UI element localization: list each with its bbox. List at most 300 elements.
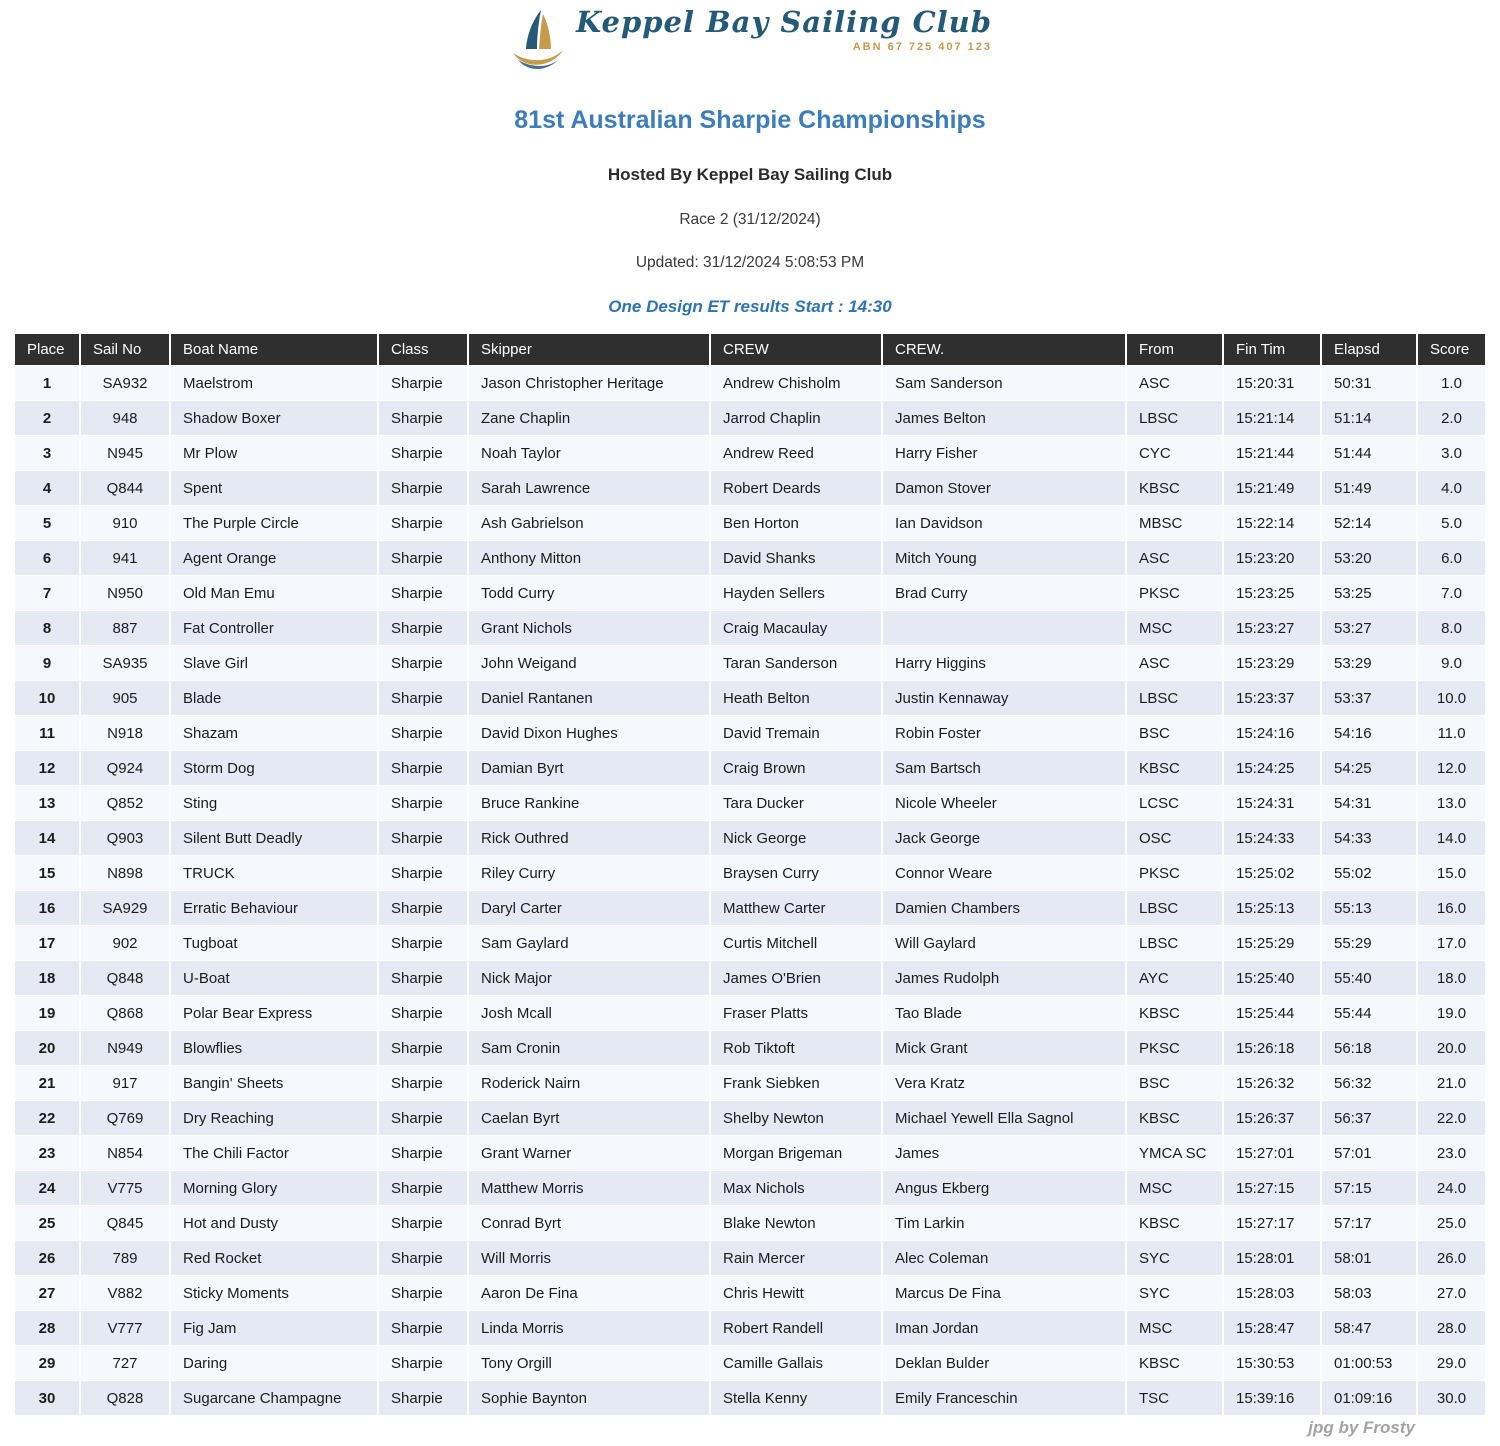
cell-sail-no: Q845 [81,1206,169,1240]
cell-from: OSC [1127,821,1222,855]
cell-crew: James O'Brien [711,961,881,995]
cell-place: 23 [15,1136,79,1170]
cell-skipper: Noah Taylor [469,436,709,470]
cell-score: 9.0 [1418,646,1485,680]
cell-skipper: Grant Warner [469,1136,709,1170]
table-row [15,821,1485,855]
cell-crew: Stella Kenny [711,1381,881,1415]
cell-place: 17 [15,926,79,960]
cell-crew: Blake Newton [711,1206,881,1240]
cell-elapsd: 50:31 [1322,366,1416,400]
cell-skipper: Sarah Lawrence [469,471,709,505]
cell-sail-no: SA932 [81,366,169,400]
cell-class: Sharpie [379,366,467,400]
cell-elapsd: 01:00:53 [1322,1346,1416,1380]
cell-boat-name: Blade [171,681,377,715]
cell-score: 7.0 [1418,576,1485,610]
hosted-by-line: Hosted By Keppel Bay Sailing Club [607,165,893,184]
cell-skipper: Caelan Byrt [469,1101,709,1135]
table-row [15,751,1485,785]
cell-crew-2: Brad Curry [883,576,1125,610]
cell-elapsd: 55:44 [1322,996,1416,1030]
cell-from: YMCA SC [1127,1136,1222,1170]
table-row [15,716,1485,750]
cell-boat-name: Maelstrom [171,366,377,400]
cell-score: 15.0 [1418,856,1485,890]
cell-sail-no: N945 [81,436,169,470]
cell-score: 13.0 [1418,786,1485,820]
cell-crew: Hayden Sellers [711,576,881,610]
cell-class: Sharpie [379,961,467,995]
cell-score: 18.0 [1418,961,1485,995]
cell-crew-2: Mitch Young [883,541,1125,575]
column-header-boat-name: Boat Name [171,334,377,365]
cell-boat-name: Sting [171,786,377,820]
cell-skipper: Ash Gabrielson [469,506,709,540]
results-start-line: One Design ET results Start : 14:30 [608,297,892,316]
cell-boat-name: Dry Reaching [171,1101,377,1135]
cell-skipper: Damian Byrt [469,751,709,785]
cell-crew: Nick George [711,821,881,855]
cell-place: 25 [15,1206,79,1240]
cell-boat-name: Shazam [171,716,377,750]
cell-crew: Chris Hewitt [711,1276,881,1310]
cell-fin-tim: 15:28:47 [1224,1311,1320,1345]
column-header-skipper: Skipper [469,334,709,365]
cell-boat-name: Daring [171,1346,377,1380]
cell-fin-tim: 15:24:31 [1224,786,1320,820]
table-row [15,681,1485,715]
cell-score: 17.0 [1418,926,1485,960]
table-row [15,436,1485,470]
cell-place: 22 [15,1101,79,1135]
cell-score: 26.0 [1418,1241,1485,1275]
cell-boat-name: Silent Butt Deadly [171,821,377,855]
cell-skipper: Jason Christopher Heritage [469,366,709,400]
table-row [15,1346,1485,1380]
table-row [15,1241,1485,1275]
column-header-elapsd: Elapsd [1322,334,1416,365]
cell-score: 19.0 [1418,996,1485,1030]
cell-score: 6.0 [1418,541,1485,575]
cell-elapsd: 56:37 [1322,1101,1416,1135]
cell-boat-name: Red Rocket [171,1241,377,1275]
cell-elapsd: 53:20 [1322,541,1416,575]
cell-sail-no: N898 [81,856,169,890]
cell-fin-tim: 15:26:18 [1224,1031,1320,1065]
cell-sail-no: Q844 [81,471,169,505]
cell-crew: Rob Tiktoft [711,1031,881,1065]
cell-from: MBSC [1127,506,1222,540]
cell-class: Sharpie [379,506,467,540]
cell-crew-2: Ian Davidson [883,506,1125,540]
credit-watermark: jpg by Frosty [1308,1418,1415,1437]
cell-sail-no: Q903 [81,821,169,855]
cell-from: MSC [1127,1171,1222,1205]
cell-crew: Robert Deards [711,471,881,505]
cell-sail-no: N854 [81,1136,169,1170]
cell-crew-2: Tim Larkin [883,1206,1125,1240]
cell-score: 10.0 [1418,681,1485,715]
cell-place: 5 [15,506,79,540]
table-row [15,1136,1485,1170]
cell-boat-name: Sugarcane Champagne [171,1381,377,1415]
table-row [15,576,1485,610]
cell-fin-tim: 15:27:01 [1224,1136,1320,1170]
cell-place: 4 [15,471,79,505]
cell-crew-2: Vera Kratz [883,1066,1125,1100]
cell-crew-2: Jack George [883,821,1125,855]
cell-place: 20 [15,1031,79,1065]
cell-elapsd: 58:47 [1322,1311,1416,1345]
cell-elapsd: 55:29 [1322,926,1416,960]
cell-sail-no: V777 [81,1311,169,1345]
cell-from: ASC [1127,541,1222,575]
cell-crew: Taran Sanderson [711,646,881,680]
cell-skipper: Aaron De Fina [469,1276,709,1310]
cell-elapsd: 55:13 [1322,891,1416,925]
cell-sail-no: SA935 [81,646,169,680]
cell-score: 4.0 [1418,471,1485,505]
cell-crew-2: Deklan Bulder [883,1346,1125,1380]
race-line: Race 2 (31/12/2024) [679,211,821,228]
masthead [0,0,1500,317]
column-header-from: From [1127,334,1222,365]
club-name: Keppel Bay Sailing Club [575,5,993,39]
cell-class: Sharpie [379,401,467,435]
cell-place: 14 [15,821,79,855]
cell-fin-tim: 15:24:16 [1224,716,1320,750]
table-row [15,401,1485,435]
cell-crew-2: Tao Blade [883,996,1125,1030]
cell-boat-name: Sticky Moments [171,1276,377,1310]
cell-elapsd: 54:25 [1322,751,1416,785]
cell-from: BSC [1127,1066,1222,1100]
cell-elapsd: 51:14 [1322,401,1416,435]
cell-skipper: Anthony Mitton [469,541,709,575]
cell-crew: Fraser Platts [711,996,881,1030]
cell-elapsd: 54:16 [1322,716,1416,750]
cell-place: 1 [15,366,79,400]
cell-fin-tim: 15:24:25 [1224,751,1320,785]
table-row [15,1311,1485,1345]
cell-fin-tim: 15:25:13 [1224,891,1320,925]
cell-sail-no: N949 [81,1031,169,1065]
cell-sail-no: 917 [81,1066,169,1100]
cell-crew: Rain Mercer [711,1241,881,1275]
cell-boat-name: Shadow Boxer [171,401,377,435]
cell-skipper: Rick Outhred [469,821,709,855]
cell-crew-2: Damon Stover [883,471,1125,505]
cell-crew-2: Angus Ekberg [883,1171,1125,1205]
page-title: 81st Australian Sharpie Championships [514,106,986,134]
cell-crew: Camille Gallais [711,1346,881,1380]
cell-place: 24 [15,1171,79,1205]
cell-sail-no: 941 [81,541,169,575]
cell-boat-name: Tugboat [171,926,377,960]
cell-place: 26 [15,1241,79,1275]
cell-from: KBSC [1127,471,1222,505]
cell-class: Sharpie [379,751,467,785]
table-row [15,786,1485,820]
cell-place: 11 [15,716,79,750]
cell-place: 8 [15,611,79,645]
column-header-sail-no: Sail No [81,334,169,365]
cell-score: 25.0 [1418,1206,1485,1240]
column-header-class: Class [379,334,467,365]
cell-sail-no: 948 [81,401,169,435]
cell-crew-2: Emily Franceschin [883,1381,1125,1415]
table-row [15,891,1485,925]
cell-class: Sharpie [379,1381,467,1415]
cell-elapsd: 58:03 [1322,1276,1416,1310]
cell-class: Sharpie [379,436,467,470]
cell-crew: Jarrod Chaplin [711,401,881,435]
cell-boat-name: Mr Plow [171,436,377,470]
cell-skipper: Nick Major [469,961,709,995]
cell-score: 8.0 [1418,611,1485,645]
cell-class: Sharpie [379,1311,467,1345]
cell-sail-no: 902 [81,926,169,960]
cell-skipper: Matthew Morris [469,1171,709,1205]
cell-fin-tim: 15:21:49 [1224,471,1320,505]
cell-fin-tim: 15:28:03 [1224,1276,1320,1310]
cell-crew-2: Will Gaylard [883,926,1125,960]
cell-fin-tim: 15:27:17 [1224,1206,1320,1240]
table-row [15,1101,1485,1135]
cell-place: 2 [15,401,79,435]
column-header-place: Place [15,334,79,365]
cell-skipper: Josh Mcall [469,996,709,1030]
cell-skipper: Grant Nichols [469,611,709,645]
cell-score: 22.0 [1418,1101,1485,1135]
cell-place: 12 [15,751,79,785]
cell-class: Sharpie [379,821,467,855]
cell-skipper: Daniel Rantanen [469,681,709,715]
updated-line: Updated: 31/12/2024 5:08:53 PM [635,254,865,271]
cell-fin-tim: 15:26:32 [1224,1066,1320,1100]
cell-boat-name: The Purple Circle [171,506,377,540]
cell-fin-tim: 15:28:01 [1224,1241,1320,1275]
cell-skipper: Riley Curry [469,856,709,890]
cell-skipper: Todd Curry [469,576,709,610]
cell-crew-2: Damien Chambers [883,891,1125,925]
cell-sail-no: N918 [81,716,169,750]
cell-crew-2: Robin Foster [883,716,1125,750]
cell-place: 27 [15,1276,79,1310]
cell-score: 12.0 [1418,751,1485,785]
cell-place: 15 [15,856,79,890]
cell-elapsd: 53:25 [1322,576,1416,610]
cell-sail-no: V882 [81,1276,169,1310]
cell-fin-tim: 15:21:44 [1224,436,1320,470]
cell-crew-2: Justin Kennaway [883,681,1125,715]
table-row [15,471,1485,505]
cell-from: LBSC [1127,681,1222,715]
cell-place: 16 [15,891,79,925]
cell-from: SYC [1127,1241,1222,1275]
cell-boat-name: Fig Jam [171,1311,377,1345]
cell-score: 16.0 [1418,891,1485,925]
cell-crew: Craig Macaulay [711,611,881,645]
column-header-crew: CREW [711,334,881,365]
cell-from: KBSC [1127,751,1222,785]
table-row [15,1031,1485,1065]
cell-elapsd: 58:01 [1322,1241,1416,1275]
cell-crew: David Shanks [711,541,881,575]
cell-fin-tim: 15:23:29 [1224,646,1320,680]
cell-crew: Tara Ducker [711,786,881,820]
cell-sail-no: N950 [81,576,169,610]
cell-elapsd: 56:18 [1322,1031,1416,1065]
cell-from: LBSC [1127,401,1222,435]
table-row [15,856,1485,890]
cell-fin-tim: 15:25:29 [1224,926,1320,960]
cell-skipper: David Dixon Hughes [469,716,709,750]
cell-boat-name: U-Boat [171,961,377,995]
cell-from: LBSC [1127,926,1222,960]
cell-class: Sharpie [379,891,467,925]
cell-skipper: Will Morris [469,1241,709,1275]
cell-skipper: Sam Gaylard [469,926,709,960]
cell-fin-tim: 15:30:53 [1224,1346,1320,1380]
cell-sail-no: V775 [81,1171,169,1205]
cell-score: 5.0 [1418,506,1485,540]
table-row [15,366,1485,400]
table-row [15,1381,1485,1415]
cell-sail-no: Q924 [81,751,169,785]
cell-skipper: Daryl Carter [469,891,709,925]
cell-crew-2: James [883,1136,1125,1170]
cell-crew: Ben Horton [711,506,881,540]
table-row [15,926,1485,960]
table-row [15,996,1485,1030]
cell-class: Sharpie [379,541,467,575]
cell-elapsd: 53:29 [1322,646,1416,680]
cell-crew-2: Mick Grant [883,1031,1125,1065]
cell-score: 30.0 [1418,1381,1485,1415]
cell-from: KBSC [1127,996,1222,1030]
table-row [15,961,1485,995]
cell-crew: Heath Belton [711,681,881,715]
cell-crew: Robert Randell [711,1311,881,1345]
cell-score: 20.0 [1418,1031,1485,1065]
cell-crew: Max Nichols [711,1171,881,1205]
cell-from: LCSC [1127,786,1222,820]
cell-from: AYC [1127,961,1222,995]
cell-fin-tim: 15:20:31 [1224,366,1320,400]
cell-place: 21 [15,1066,79,1100]
cell-score: 14.0 [1418,821,1485,855]
cell-sail-no: Q769 [81,1101,169,1135]
cell-crew: Frank Siebken [711,1066,881,1100]
cell-score: 23.0 [1418,1136,1485,1170]
cell-crew-2: Marcus De Fina [883,1276,1125,1310]
cell-from: PKSC [1127,856,1222,890]
cell-crew: Shelby Newton [711,1101,881,1135]
cell-class: Sharpie [379,926,467,960]
cell-sail-no: 789 [81,1241,169,1275]
table-row [15,1206,1485,1240]
cell-class: Sharpie [379,1136,467,1170]
cell-class: Sharpie [379,1346,467,1380]
cell-boat-name: Morning Glory [171,1171,377,1205]
cell-skipper: John Weigand [469,646,709,680]
cell-crew-2: Harry Higgins [883,646,1125,680]
cell-fin-tim: 15:22:14 [1224,506,1320,540]
table-row [15,611,1485,645]
cell-class: Sharpie [379,786,467,820]
cell-boat-name: The Chili Factor [171,1136,377,1170]
cell-sail-no: 905 [81,681,169,715]
results-table-body [15,366,1485,1415]
cell-score: 24.0 [1418,1171,1485,1205]
cell-elapsd: 57:01 [1322,1136,1416,1170]
cell-place: 19 [15,996,79,1030]
cell-score: 2.0 [1418,401,1485,435]
cell-place: 6 [15,541,79,575]
cell-place: 30 [15,1381,79,1415]
cell-fin-tim: 15:23:27 [1224,611,1320,645]
cell-score: 21.0 [1418,1066,1485,1100]
cell-fin-tim: 15:27:15 [1224,1171,1320,1205]
cell-boat-name: Blowflies [171,1031,377,1065]
cell-fin-tim: 15:25:40 [1224,961,1320,995]
results-table [13,333,1487,1416]
cell-class: Sharpie [379,856,467,890]
cell-from: SYC [1127,1276,1222,1310]
cell-from: PKSC [1127,1031,1222,1065]
cell-crew-2: Nicole Wheeler [883,786,1125,820]
cell-class: Sharpie [379,996,467,1030]
cell-sail-no: Q828 [81,1381,169,1415]
cell-elapsd: 57:17 [1322,1206,1416,1240]
cell-crew-2: James Rudolph [883,961,1125,995]
cell-class: Sharpie [379,576,467,610]
cell-place: 7 [15,576,79,610]
cell-class: Sharpie [379,1171,467,1205]
cell-fin-tim: 15:39:16 [1224,1381,1320,1415]
cell-from: MSC [1127,1311,1222,1345]
cell-fin-tim: 15:23:20 [1224,541,1320,575]
club-abn: ABN 67 725 407 123 [852,41,993,54]
cell-fin-tim: 15:23:25 [1224,576,1320,610]
cell-from: TSC [1127,1381,1222,1415]
cell-class: Sharpie [379,1276,467,1310]
results-table-header [15,334,1485,365]
cell-sail-no: 727 [81,1346,169,1380]
cell-elapsd: 54:33 [1322,821,1416,855]
table-row [15,1066,1485,1100]
cell-boat-name: Old Man Emu [171,576,377,610]
cell-elapsd: 53:37 [1322,681,1416,715]
cell-elapsd: 01:09:16 [1322,1381,1416,1415]
column-header-crew-2: CREW. [883,334,1125,365]
cell-boat-name: Spent [171,471,377,505]
table-row [15,1171,1485,1205]
cell-from: KBSC [1127,1346,1222,1380]
cell-sail-no: Q852 [81,786,169,820]
cell-boat-name: Bangin' Sheets [171,1066,377,1100]
cell-place: 9 [15,646,79,680]
cell-crew: Andrew Reed [711,436,881,470]
cell-crew-2: Connor Weare [883,856,1125,890]
cell-class: Sharpie [379,1066,467,1100]
cell-score: 3.0 [1418,436,1485,470]
cell-elapsd: 55:40 [1322,961,1416,995]
cell-elapsd: 53:27 [1322,611,1416,645]
cell-class: Sharpie [379,646,467,680]
